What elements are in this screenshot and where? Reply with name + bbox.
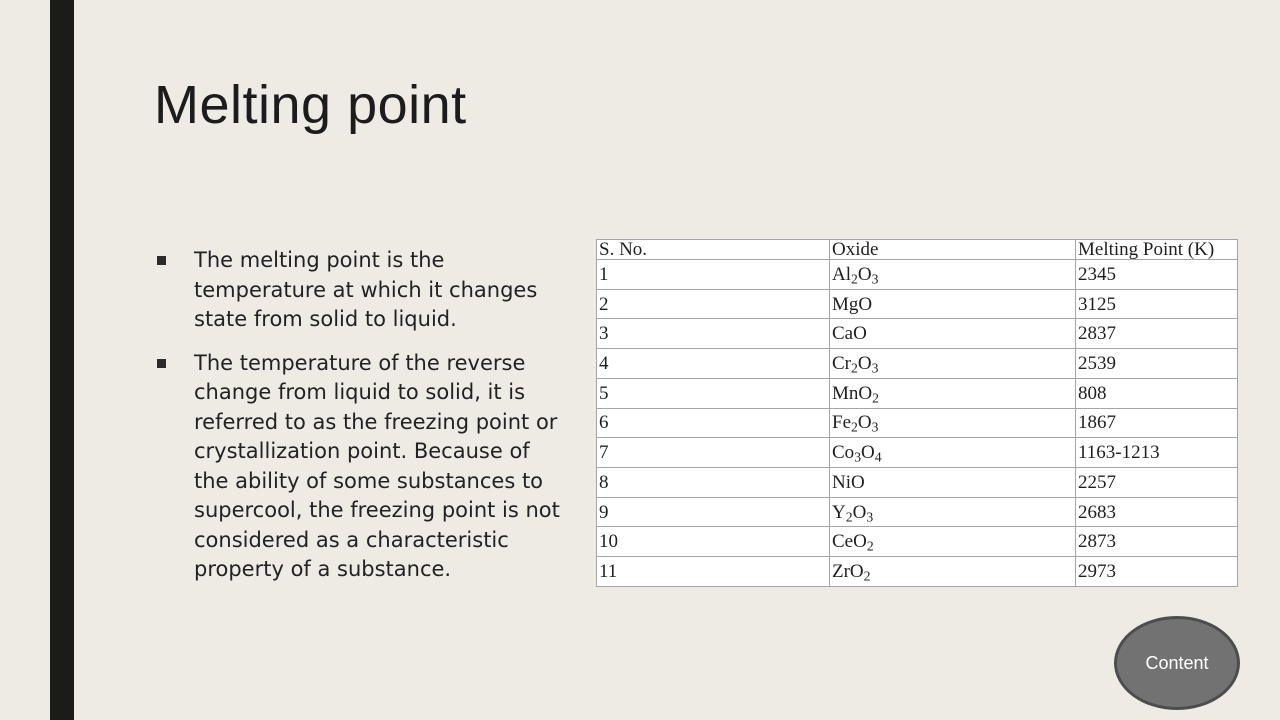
table-body [597,260,1238,587]
serial-number-cell: 6 [597,408,830,438]
table-row [597,468,1238,498]
melting-point-cell: 2539 [1076,349,1238,379]
melting-point-cell: 2837 [1076,319,1238,349]
square-bullet-icon [157,359,166,368]
serial-number-cell: 8 [597,468,830,498]
content-button[interactable]: Content [1114,616,1240,710]
table-header-row [597,240,1238,260]
table-row [597,527,1238,557]
oxide-cell: $Cr_2O_3$ [830,349,1076,379]
serial-number-cell: 9 [597,497,830,527]
oxide-cell: NiO [830,468,1076,498]
oxide-cell: MnO$_2$ [830,378,1076,408]
oxide-cell: $Al_2O_3$ [830,260,1076,290]
bullet-list [156,246,566,599]
table-header-cell: Oxide [830,240,1076,260]
bullet-text: The temperature of the reverse change from liquid to solid, it is referred to as the freezing point or crystallization point. Because of the ability of some substances to supercool, the freezing point is not considered as a characteristic property of a substance. [194,350,560,581]
oxide-cell: MgO [830,289,1076,319]
bullet-item [156,349,566,585]
melting-point-cell: 2873 [1076,527,1238,557]
table-header-cell: Melting Point (K) [1076,240,1238,260]
serial-number-cell: 5 [597,378,830,408]
serial-number-cell: 1 [597,260,830,290]
melting-point-cell: 1867 [1076,408,1238,438]
table-row [597,349,1238,379]
melting-point-cell: 2683 [1076,497,1238,527]
left-accent-bar [50,0,74,720]
melting-point-table [596,239,1238,587]
oxide-cell: CaO [830,319,1076,349]
slide-title: Melting point [154,75,467,135]
table-row [597,438,1238,468]
melting-point-cell: 2345 [1076,260,1238,290]
table-row [597,260,1238,290]
melting-point-cell: 2973 [1076,557,1238,587]
oxide-cell: CeO$_2$ [830,527,1076,557]
table-row [597,408,1238,438]
serial-number-cell: 7 [597,438,830,468]
oxide-cell: $Fe_2O_3$ [830,408,1076,438]
bullet-item [156,246,566,335]
table-row [597,497,1238,527]
table-row [597,557,1238,587]
melting-point-cell: 3125 [1076,289,1238,319]
oxide-cell: $Y_2O_3$ [830,497,1076,527]
melting-point-cell: 808 [1076,378,1238,408]
table-row [597,289,1238,319]
melting-point-cell: 1163-1213 [1076,438,1238,468]
serial-number-cell: 3 [597,319,830,349]
oxide-cell: $Co_3O_4$ [830,438,1076,468]
oxide-cell: ZrO$_2$ [830,557,1076,587]
serial-number-cell: 11 [597,557,830,587]
table-row [597,378,1238,408]
table-row [597,319,1238,349]
serial-number-cell: 10 [597,527,830,557]
table-header-cell: S. No. [597,240,830,260]
serial-number-cell: 2 [597,289,830,319]
melting-point-table-image [596,239,1238,587]
melting-point-cell: 2257 [1076,468,1238,498]
square-bullet-icon [157,256,166,265]
serial-number-cell: 4 [597,349,830,379]
bullet-text: The melting point is the temperature at which it changes state from solid to liquid. [194,248,538,331]
